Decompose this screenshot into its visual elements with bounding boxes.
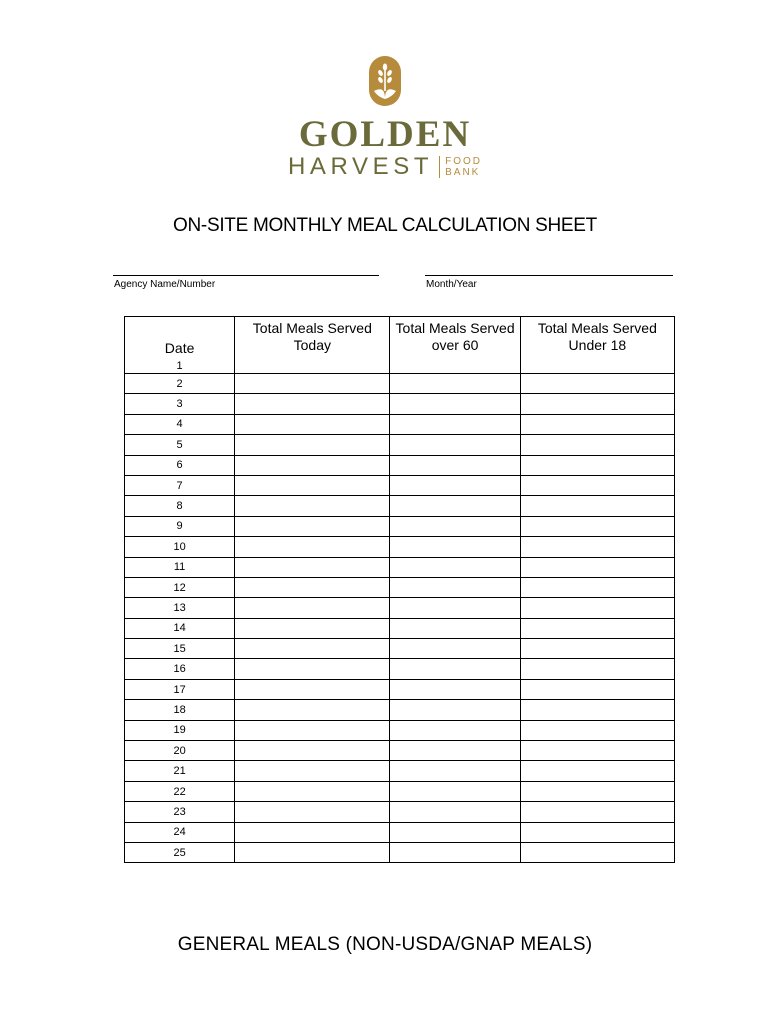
meals-under-18-cell[interactable] [520, 455, 674, 475]
date-cell: 24 [125, 822, 235, 842]
logo-word-harvest: HARVEST [287, 153, 434, 180]
meals-under-18-cell[interactable] [520, 659, 674, 679]
logo-word-food: FOOD [445, 156, 482, 167]
date-cell: 20 [125, 741, 235, 761]
table-row [125, 475, 675, 495]
footer-meal-type: GENERAL MEALS (NON-USDA/GNAP MEALS) [177, 934, 593, 955]
date-cell: 12 [125, 577, 235, 597]
meals-over-60-cell[interactable] [390, 842, 520, 862]
meal-table [124, 316, 675, 863]
date-cell: 3 [125, 394, 235, 414]
meals-today-cell[interactable] [235, 720, 390, 740]
date-cell: 6 [125, 455, 235, 475]
meals-over-60-cell[interactable] [390, 475, 520, 495]
table-row [125, 394, 675, 414]
date-cell: 11 [125, 557, 235, 577]
date-cell: 4 [125, 414, 235, 434]
meals-under-18-cell[interactable] [520, 414, 674, 434]
meals-today-cell[interactable] [235, 639, 390, 659]
date-cell: 21 [125, 761, 235, 781]
table-row [125, 455, 675, 475]
meals-today-cell[interactable] [235, 537, 390, 557]
meals-under-18-cell[interactable] [520, 802, 674, 822]
table-row [125, 679, 675, 699]
table-row [125, 374, 675, 394]
meals-today-cell[interactable] [235, 700, 390, 720]
meals-under-18-cell[interactable] [520, 700, 674, 720]
document-title: ON-SITE MONTHLY MEAL CALCULATION SHEET [173, 215, 597, 236]
meals-over-60-cell[interactable] [390, 537, 520, 557]
meals-under-18-cell[interactable] [520, 577, 674, 597]
header-meals-today: Total Meals Served Today [235, 317, 390, 374]
meals-over-60-cell[interactable] [390, 516, 520, 536]
meals-today-cell[interactable] [235, 414, 390, 434]
meals-over-60-cell[interactable] [390, 781, 520, 801]
meals-under-18-cell[interactable] [520, 781, 674, 801]
header-date-label: Date [164, 340, 195, 356]
table-row [125, 781, 675, 801]
table-row [125, 435, 675, 455]
date-cell: 17 [125, 679, 235, 699]
meals-over-60-cell[interactable] [390, 618, 520, 638]
meals-over-60-cell[interactable] [390, 496, 520, 516]
meals-over-60-cell[interactable] [390, 414, 520, 434]
table-row [125, 822, 675, 842]
meals-today-cell[interactable] [235, 741, 390, 761]
table-row [125, 639, 675, 659]
meals-over-60-cell[interactable] [390, 679, 520, 699]
meals-today-cell[interactable] [235, 455, 390, 475]
table-row [125, 577, 675, 597]
meals-over-60-cell[interactable] [390, 720, 520, 740]
meals-today-cell[interactable] [235, 659, 390, 679]
meals-today-cell[interactable] [235, 822, 390, 842]
meals-under-18-cell[interactable] [520, 618, 674, 638]
meals-over-60-cell[interactable] [390, 822, 520, 842]
logo-foodbank [439, 156, 482, 178]
meals-today-cell[interactable] [235, 802, 390, 822]
date-1-label: 1 [176, 360, 183, 372]
date-cell: 9 [125, 516, 235, 536]
meals-over-60-cell[interactable] [390, 435, 520, 455]
logo-word-golden: GOLDEN [298, 114, 472, 155]
meals-over-60-cell[interactable] [390, 455, 520, 475]
meals-over-60-cell[interactable] [390, 577, 520, 597]
meals-over-60-cell[interactable] [390, 700, 520, 720]
date-cell: 8 [125, 496, 235, 516]
meals-under-18-cell[interactable] [520, 720, 674, 740]
meals-over-60-cell[interactable] [390, 761, 520, 781]
date-cell: 23 [125, 802, 235, 822]
table-row [125, 842, 675, 862]
meals-over-60-cell[interactable] [390, 639, 520, 659]
date-cell: 10 [125, 537, 235, 557]
date-cell: 16 [125, 659, 235, 679]
meals-over-60-cell[interactable] [390, 659, 520, 679]
table-row [125, 741, 675, 761]
wheat-oval-icon [368, 55, 402, 107]
meals-over-60-cell[interactable] [390, 557, 520, 577]
meals-under-18-cell[interactable] [520, 842, 674, 862]
meals-under-18-cell[interactable] [520, 394, 674, 414]
meals-today-cell[interactable] [235, 842, 390, 862]
meals-under-18-cell[interactable] [520, 679, 674, 699]
meals-today-cell[interactable] [235, 618, 390, 638]
table-row [125, 496, 675, 516]
meals-today-cell[interactable] [235, 761, 390, 781]
meals-under-18-cell[interactable] [520, 639, 674, 659]
month-year-label: Month/Year [426, 279, 477, 290]
meals-today-cell[interactable] [235, 557, 390, 577]
table-row [125, 659, 675, 679]
table-row [125, 516, 675, 536]
meals-under-18-cell[interactable] [520, 741, 674, 761]
meals-under-18-cell[interactable] [520, 537, 674, 557]
date-cell: 18 [125, 700, 235, 720]
meals-today-cell[interactable] [235, 781, 390, 801]
meals-today-cell[interactable] [235, 435, 390, 455]
meals-over-60-cell[interactable] [390, 598, 520, 618]
date-cell: 2 [125, 374, 235, 394]
table-row [125, 414, 675, 434]
meals-over-60-cell[interactable] [390, 374, 520, 394]
meals-today-cell[interactable] [235, 496, 390, 516]
date-cell: 14 [125, 618, 235, 638]
meals-today-cell[interactable] [235, 577, 390, 597]
date-cell: 25 [125, 842, 235, 862]
date-cell: 19 [125, 720, 235, 740]
table-header-row [125, 317, 675, 374]
table-row [125, 537, 675, 557]
agency-name-label: Agency Name/Number [114, 279, 216, 290]
table-row [125, 802, 675, 822]
table-row [125, 598, 675, 618]
meals-today-cell[interactable] [235, 475, 390, 495]
header-meals-under-18: Total Meals Served Under 18 [520, 317, 674, 374]
meals-under-18-cell[interactable] [520, 496, 674, 516]
logo-row-harvest [0, 153, 770, 181]
agency-name-line[interactable] [113, 275, 379, 276]
meals-over-60-cell[interactable] [390, 394, 520, 414]
meals-over-60-cell[interactable] [390, 741, 520, 761]
table-row [125, 720, 675, 740]
table-row [125, 700, 675, 720]
meals-over-60-cell[interactable] [390, 802, 520, 822]
date-cell: 7 [125, 475, 235, 495]
table-row [125, 618, 675, 638]
meals-under-18-cell[interactable] [520, 435, 674, 455]
meals-under-18-cell[interactable] [520, 516, 674, 536]
meals-under-18-cell[interactable] [520, 761, 674, 781]
meals-today-cell[interactable] [235, 679, 390, 699]
logo-word-bank: BANK [445, 167, 481, 178]
meals-under-18-cell[interactable] [520, 598, 674, 618]
table-row [125, 557, 675, 577]
header-date [125, 317, 235, 374]
meals-today-cell[interactable] [235, 516, 390, 536]
date-cell: 5 [125, 435, 235, 455]
meals-under-18-cell[interactable] [520, 557, 674, 577]
meals-under-18-cell[interactable] [520, 822, 674, 842]
meals-today-cell[interactable] [235, 374, 390, 394]
meals-today-cell[interactable] [235, 598, 390, 618]
meals-today-cell[interactable] [235, 394, 390, 414]
month-year-line[interactable] [425, 275, 673, 276]
meals-under-18-cell[interactable] [520, 475, 674, 495]
date-cell: 22 [125, 781, 235, 801]
header-meals-over-60: Total Meals Served over 60 [390, 317, 520, 374]
meals-under-18-cell[interactable] [520, 374, 674, 394]
table-row [125, 761, 675, 781]
date-cell: 15 [125, 639, 235, 659]
date-cell: 13 [125, 598, 235, 618]
